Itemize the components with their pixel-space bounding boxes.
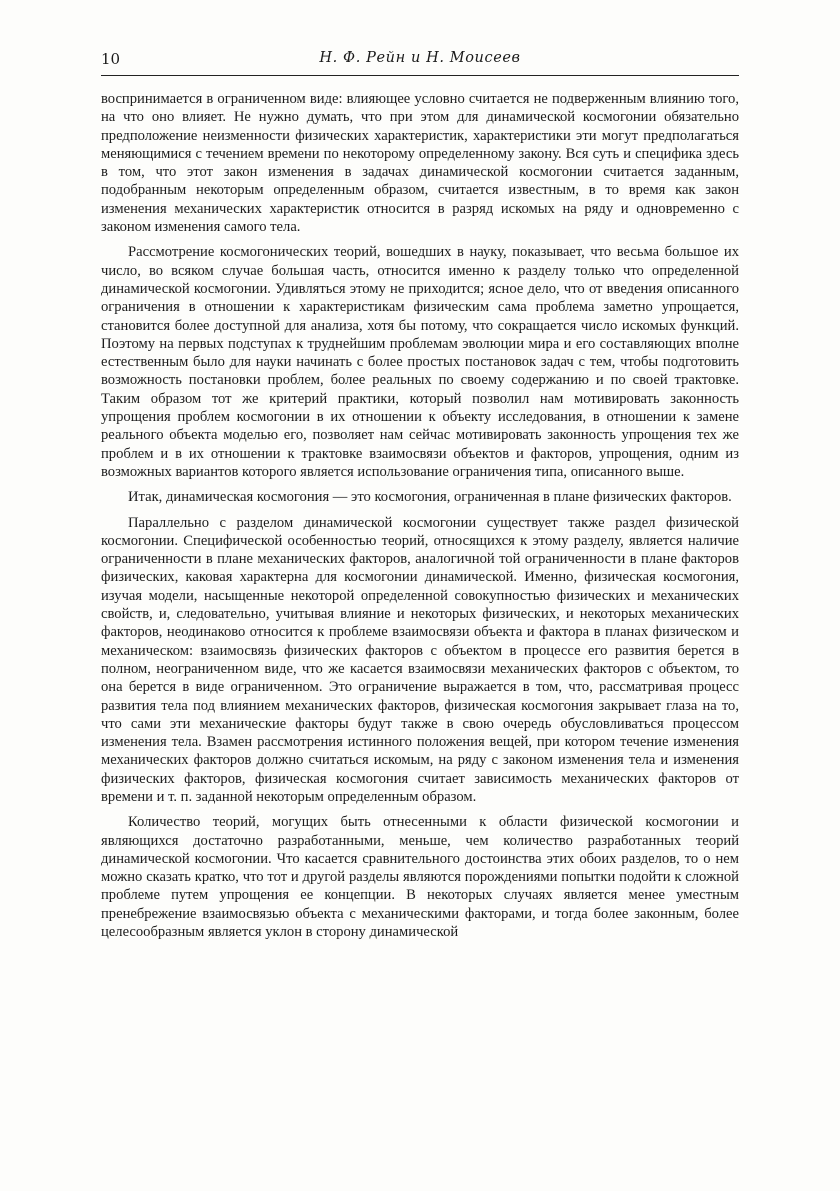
running-head: Н. Ф. Рейн и Н. Моисеев bbox=[319, 50, 521, 66]
body-text bbox=[101, 90, 739, 948]
paragraph: Параллельно с разделом динамической космогонии существует также раздел физической космогонии. Специфической особенностью теорий, относящихся к этому разделу, является наличие ограниченности в плане механических факторов, аналогичной той ограниченности в плане факторов физических, каковая характерна для космогонии динамической. Именно, физическая космогония, изучая модели, насыщенные некоторой определенной совокупностью физических и механических свойств, и, следовательно, учитывая влияние и некоторых физических, и некоторых механических факторов, неодинаково относится к проблеме взаимосвязи объекта и фактора в планах физическом и механическом: взаимосвязь физических факторов с объектом в процессе его развития берется в полном, неограниченном виде, что же касается взаимосвязи механических факторов с объектом, то она берется в виде ограниченном. Это ограничение выражается в том, что, рассматривая процесс развития тела под влиянием механических факторов, физическая космогония закрывает глаза на то, что сами эти механические факторы будут также в свою очередь обусловливаться процессом изменения тела. Взамен рассмотрения истинного положения вещей, при котором течение изменения механических факторов должно считаться искомым, на ряду с законом изменения тела и изменения физических факторов, физическая космогония считает зависимость механических факторов от времени и т. п. заданной некоторым определенным образом. bbox=[101, 514, 739, 805]
page-number: 10 bbox=[101, 50, 121, 68]
paragraph: Рассмотрение космогонических теорий, вошедших в науку, показывает, что весьма большое их число, во всяком случае большая часть, относится именно к разделу только что определенной динамической космогонии. Удивляться этому не приходится; ясное дело, что от введения описанного ограничения в отношении к характеристикам физическим сама проблема заметно упрощается, становится более доступной для анализа, хотя бы потому, что сокращается число искомых функций. Поэтому на первых подступах к труднейшим проблемам эволюции мира и его составляющих вполне естественным было для науки начинать с более простых постановок задач с тем, чтобы подготовить возможность постановки проблем, более реальных по своему содержанию и по своей трактовке. Таким образом тот же критерий практики, который позволил нам мотивировать законность упрощения проблем космогонии в их отношении к объекту исследования, в отношении к замене реального объекта моделью его, позволяет нам сейчас мотивировать законность упрощения тех же проблем и в их отношении к трактовке взаимосвязи объектов и факторов, упрощения, одним из возможных вариантов которого является использование ограничения типа, описанного выше. bbox=[101, 244, 739, 480]
page-header bbox=[101, 48, 739, 72]
paragraph: Итак, динамическая космогония — это космогония, ограниченная в плане физических факторов. bbox=[128, 489, 732, 506]
paragraph-continued: воспринимается в ограниченном виде: влияющее условно считается не подверженным влиянию того, на что оно влияет. Не нужно думать, что при этом для динамической космогонии обязательно предположение неизменности физических характеристик, характеристики эти могут предполагаться меняющимися с течением времени по некоторому определенному закону. Вся суть и специфика здесь в том, что этот закон изменения в задачах динамической космогонии считается заданным, подобранным некоторым определенным образом, считается известным, в то время как закон изменения механических характеристик относится в разряд искомых на ряду и одновременно с законом изменения самого тела. bbox=[101, 91, 739, 236]
header-rule bbox=[101, 75, 739, 76]
paragraph: Количество теорий, могущих быть отнесенными к области физической космогонии и являющихся достаточно разработанными, меньше, чем количество разработанных теорий динамической космогонии. Что касается сравнительного достоинства этих обоих разделов, то о нем можно сказать кратко, что тот и другой разделы являются порождениями попытки подойти к сложной проблеме путем упрощения ее концепции. В некоторых случаях является менее уместным пренебрежение взаимосвязью объекта с механическими факторами, и тогда более законным, более целесообразным является уклон в сторону динамической bbox=[101, 814, 739, 941]
